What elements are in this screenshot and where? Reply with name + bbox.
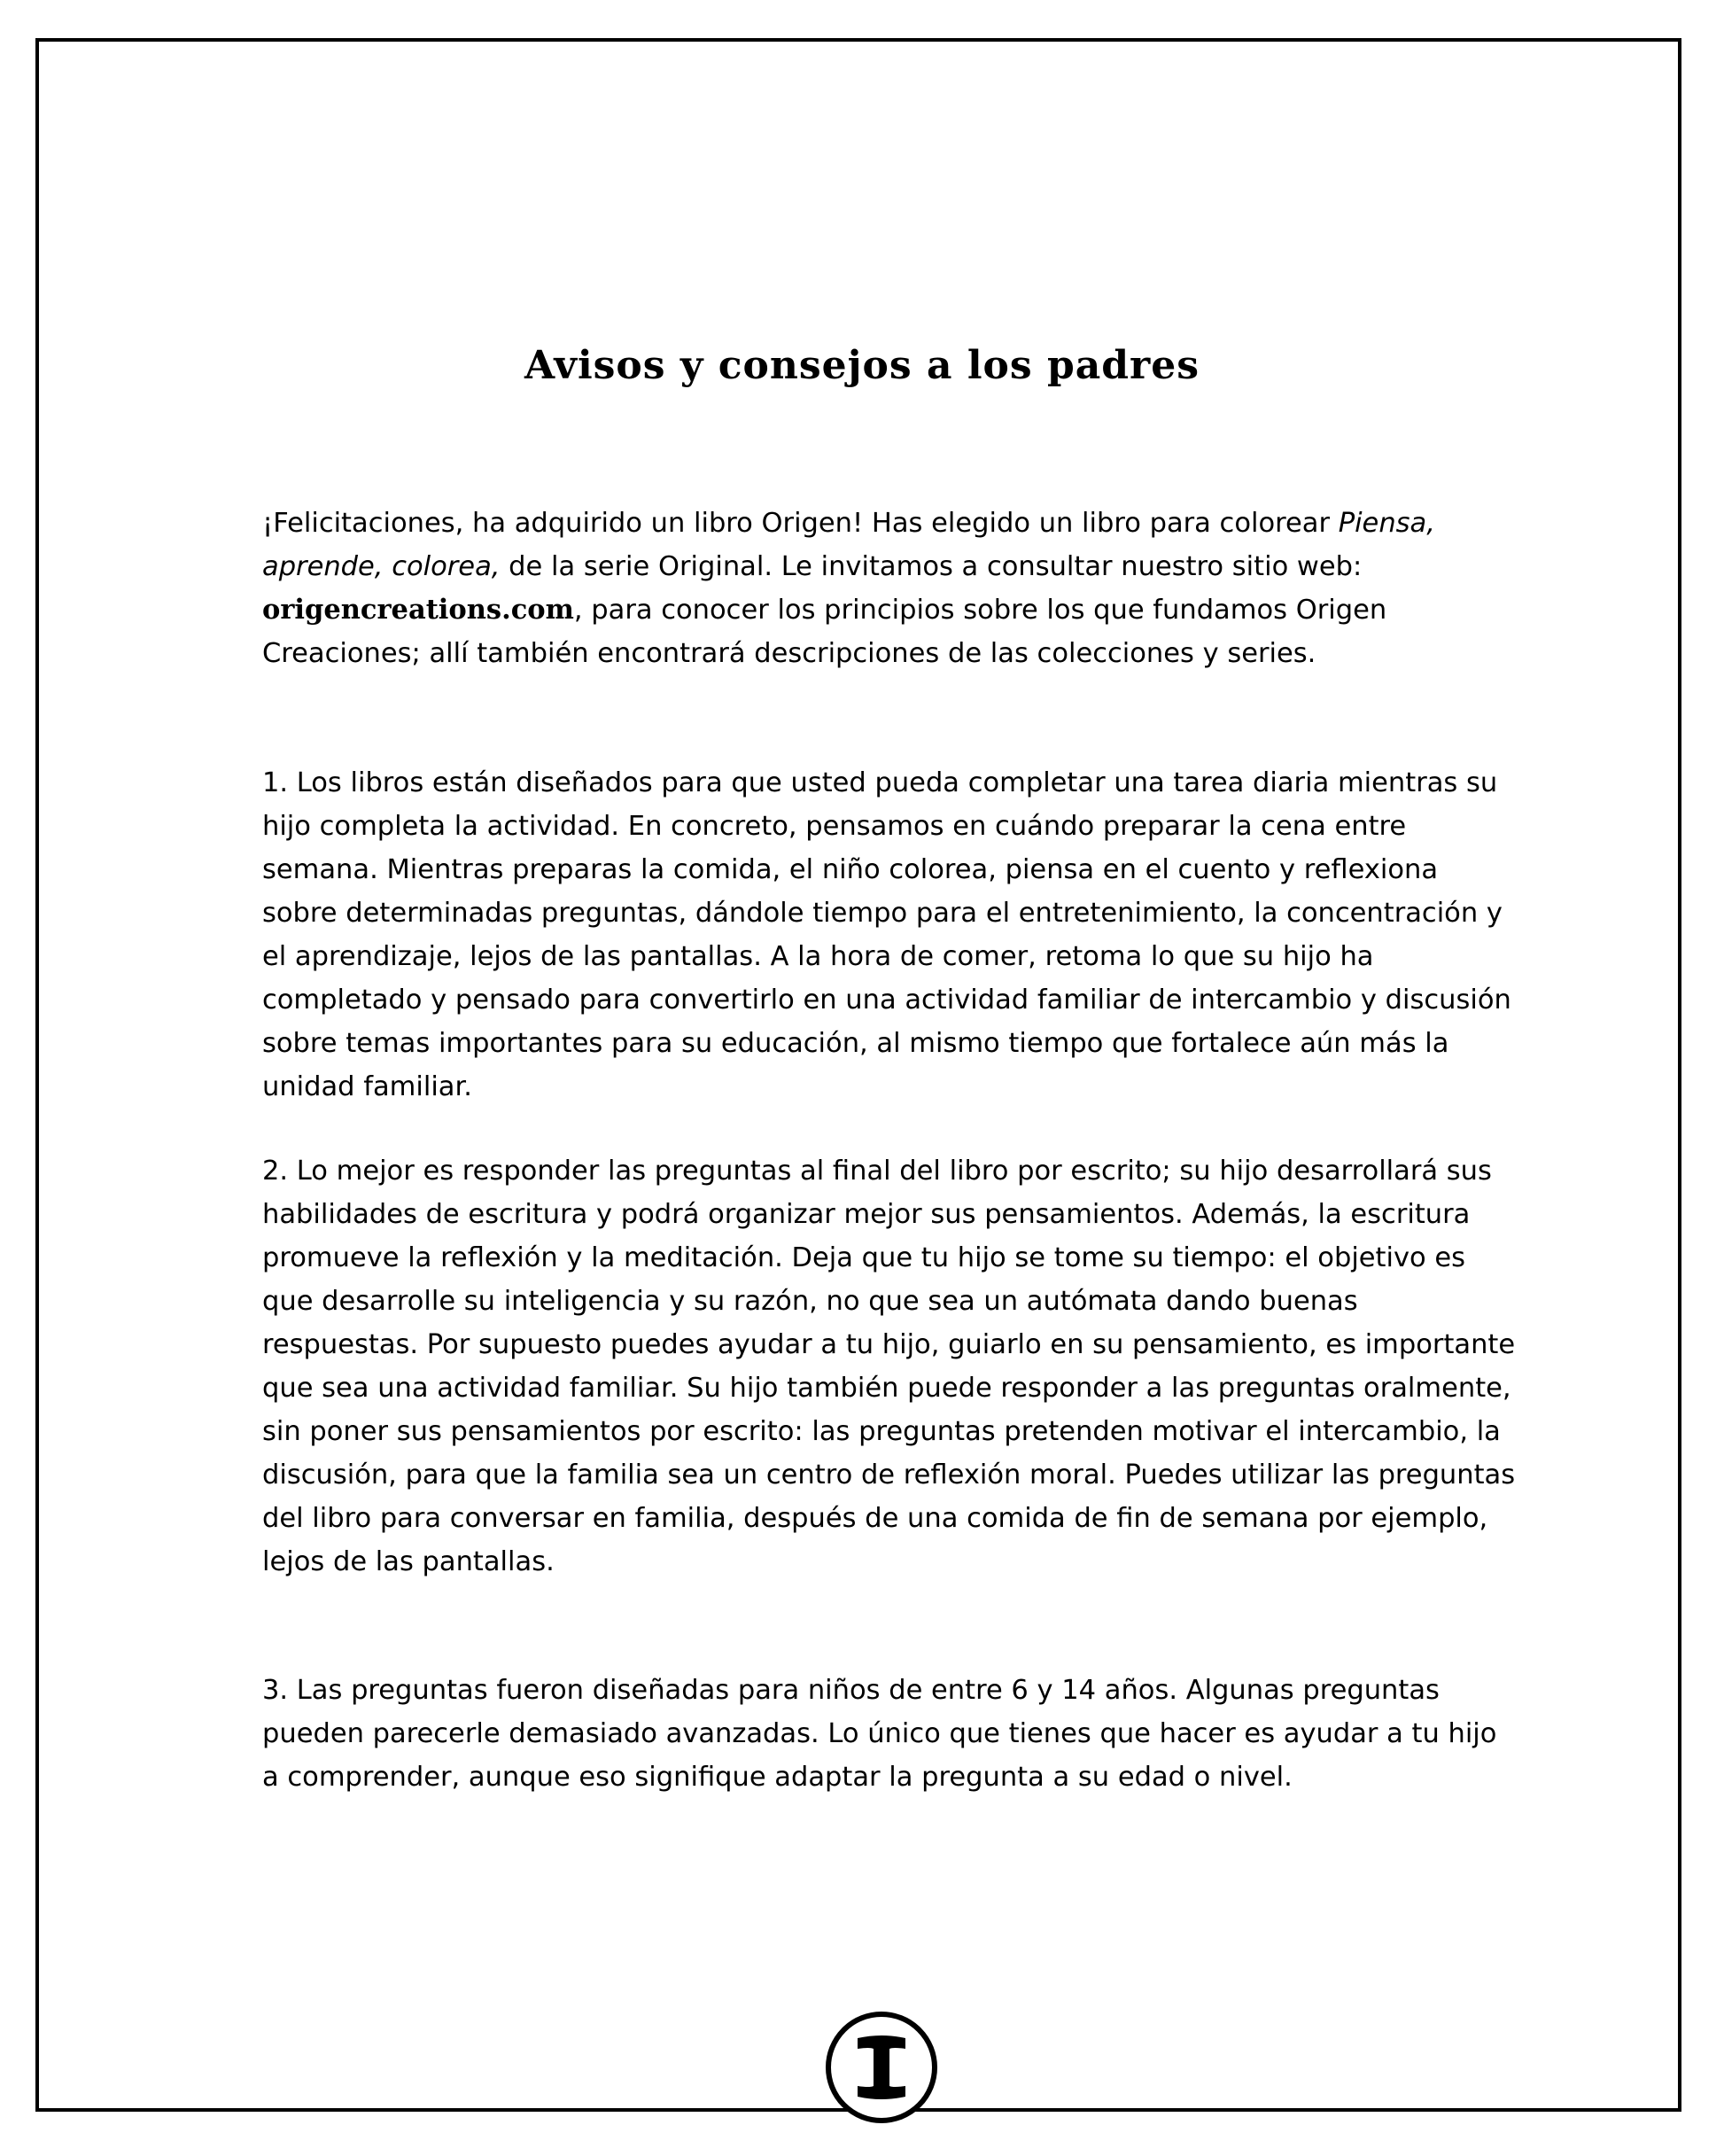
advice-paragraph-1: 1. Los libros están diseñados para que usted pueda completar una tarea diaria mientras su hijo completa la actividad. En concreto, pensamos en cuándo preparar la cena entre semana. Mientras preparas la comida, el niño colorea, piensa en el cuento y reflexiona sobre determinadas preguntas, dándole tiempo para el entretenimiento, la concentración y el aprendizaje, lejos de las pantallas. A la hora de comer, retoma lo que su hijo ha completado y pensado para convertirlo en una actividad familiar de intercambio y discusión sobre temas importantes para su educación, al mismo tiempo que fortalece aún más la unidad familiar. [262,767,1511,1102]
origen-logo-icon [824,2010,939,2125]
website-link[interactable]: origencreations.com [262,594,574,626]
advice-paragraph-2: 2. Lo mejor es responder las preguntas al final del libro por escrito; su hijo desarrollará sus habilidades de escritura y podrá organizar mejor sus pensamientos. Además, la escritura promueve la reflexión y la meditación. Deja que tu hijo se tome su tiempo: el objetivo es que desarrolle su inteligencia y su razón, no que sea un autómata dando buenas respuestas. Por supuesto puedes ayudar a tu hijo, guiarlo en su pensamiento, es importante que sea una actividad familiar. Su hijo también puede responder a las preguntas oralmente, sin poner sus pensamientos por escrito: las preguntas pretenden motivar el intercambio, la discusión, para que la familia sea un centro de reflexión moral. Puedes utilizar las preguntas del libro para conversar en familia, después de una comida de fin de semana por ejemplo, lejos de las pantallas. [262,1156,1516,1577]
intro-text-end: , para conocer los principios sobre los que fundamos Origen Creaciones; allí también encontrará descripciones de las colecciones y series. [262,595,1387,669]
page-title: Avisos y consejos a los padres [524,343,1200,388]
advice-paragraph-3: 3. Las preguntas fueron diseñadas para niños de entre 6 y 14 años. Algunas preguntas pueden parecerle demasiado avanzadas. Lo único que tienes que hacer es ayudar a tu hijo a comprender, aunque eso signifique adaptar la pregunta a su edad o nivel. [262,1675,1497,1793]
book-title: Piensa, aprende, colorea, [262,508,1435,582]
intro-paragraph [262,502,1520,675]
intro-text-middle: de la serie Original. Le invitamos a consultar nuestro sitio web: [500,551,1363,582]
intro-text-start: ¡Felicitaciones, ha adquirido un libro Origen! Has elegido un libro para colorear [262,508,1339,539]
